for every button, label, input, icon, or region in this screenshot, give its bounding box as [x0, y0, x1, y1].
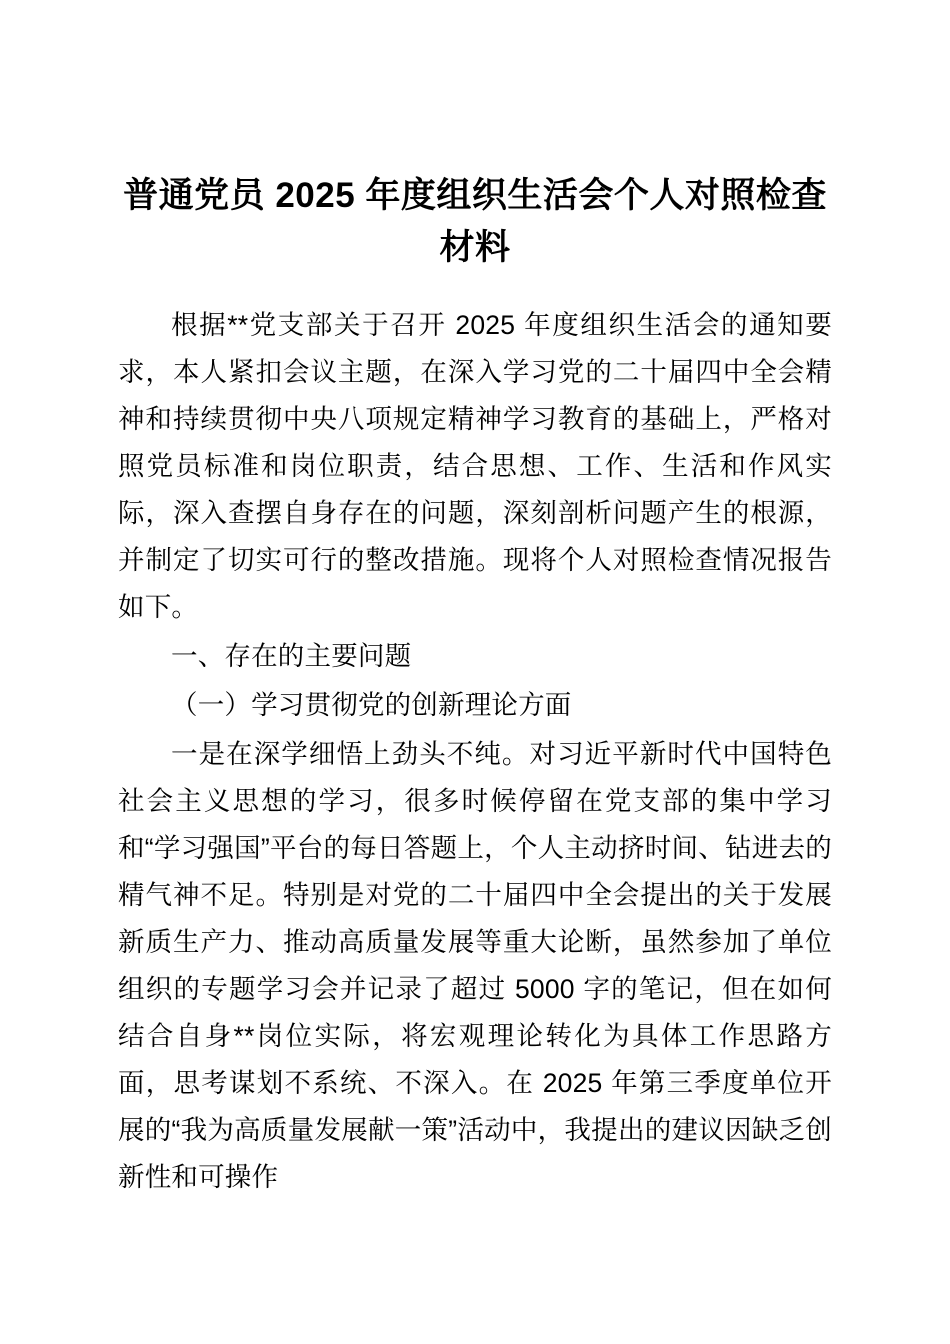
page-title: 普通党员 2025 年度组织生活会个人对照检查材料: [123, 176, 827, 267]
section-heading-one: 一、存在的主要问题: [171, 641, 412, 671]
paragraph-intro: 根据**党支部关于召开 2025 年度组织生活会的通知要求，本人紧扣会议主题，在深入学习党的二十届四中全会精神和持续贯彻中央八项规定精神学习教育的基础上，严格对照党员标准和岗位职责，结合思想、工作、生活和作风实际，深入查摆自身存在的问题，深刻剖析问题产生的根源，并制定了切实可行的整改措施。现将个人对照检查情况报告如下。: [118, 310, 832, 622]
paragraph-body-one: 一是在深学细悟上劲头不纯。对习近平新时代中国特色社会主义思想的学习，很多时候停留在党支部的集中学习和“学习强国”平台的每日答题上，个人主动挤时间、钻进去的精气神不足。特别是对党的二十届四中全会提出的关于发展新质生产力、推动高质量发展等重大论断，虽然参加了单位组织的专题学习会并记录了超过 5000 字的笔记，但在如何结合自身**岗位实际，将宏观理论转化为具体工作思路方面，思考谋划不系统、不深入。在 2025 年第三季度单位开展的“我为高质量发展献一策”活动中，我提出的建议因缺乏创新性和可操作: [118, 739, 832, 1192]
subsection-heading-one: （一）学习贯彻党的创新理论方面: [171, 690, 572, 720]
